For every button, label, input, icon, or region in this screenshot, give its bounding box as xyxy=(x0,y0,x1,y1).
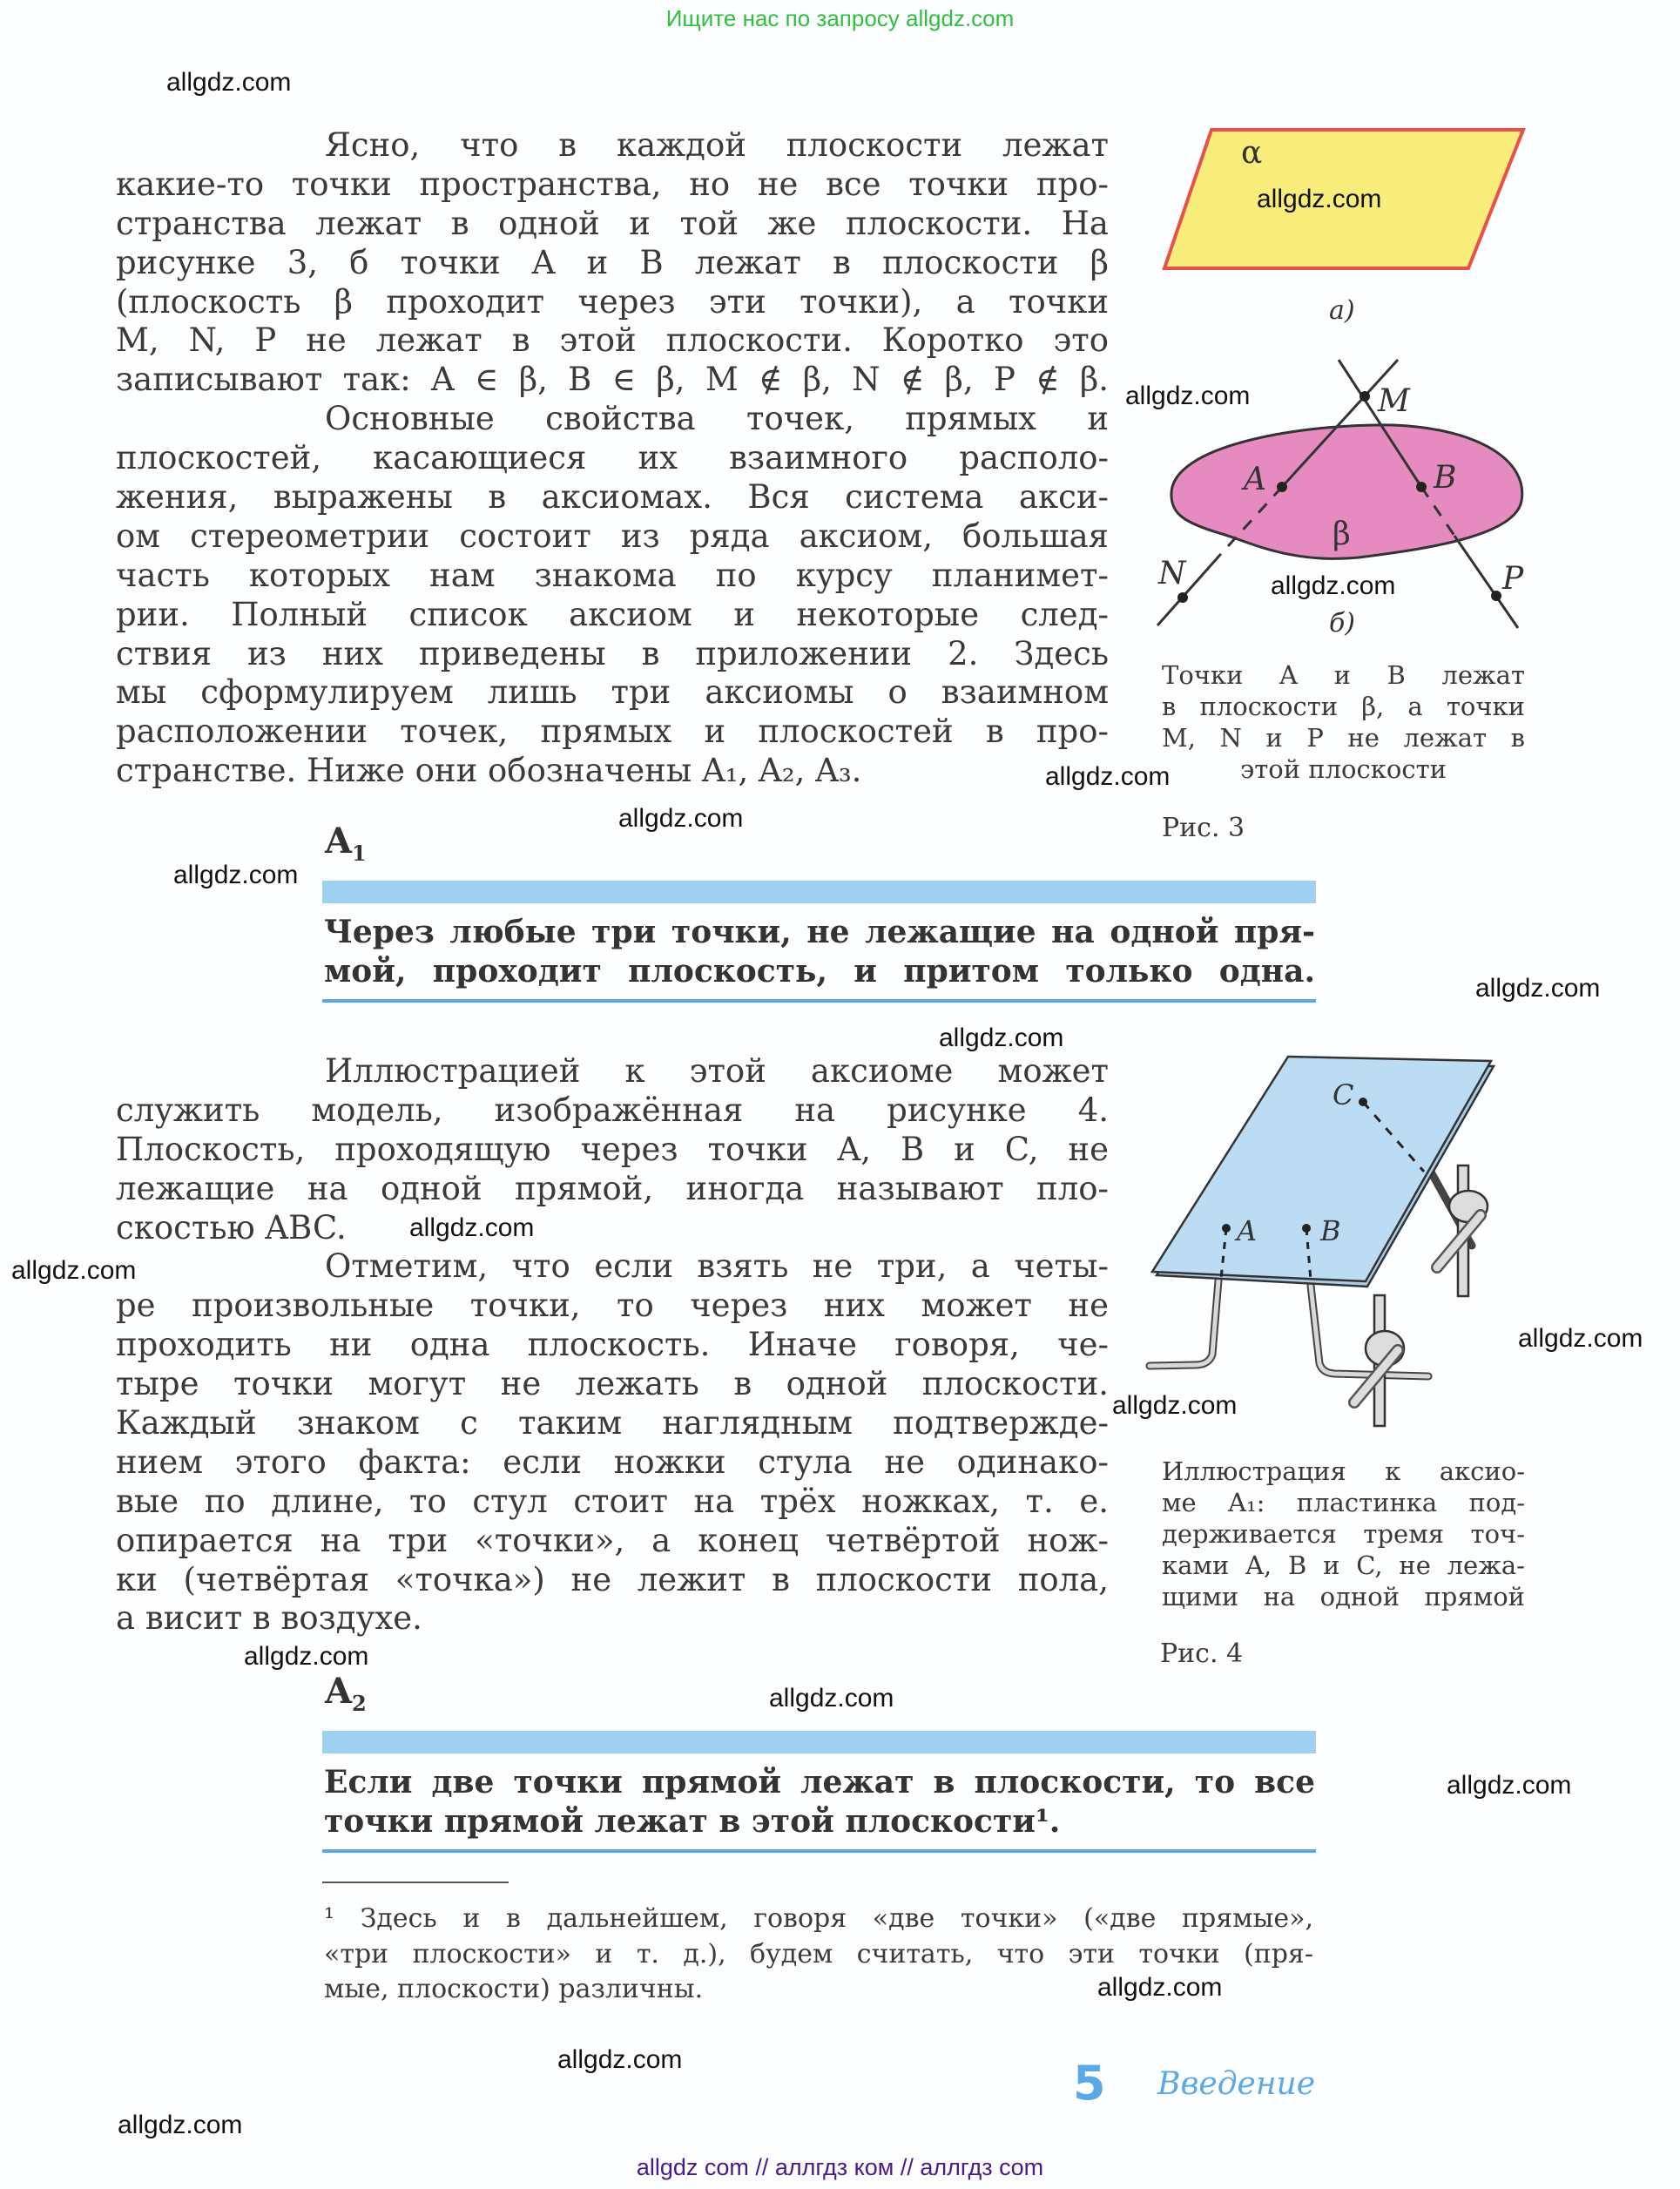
text-line: какие-то точки пространства, но не все точки про- xyxy=(116,165,1109,203)
axiom-label-index: 2 xyxy=(352,1691,367,1716)
axiom-label-letter: A xyxy=(325,821,353,861)
caption-line: щими на одной прямой xyxy=(1162,1582,1525,1611)
watermark-text: allgdz.com xyxy=(1045,762,1171,791)
text-line: жения, выражены в аксиомах. Вся система акси- xyxy=(116,478,1109,517)
watermark-text: allgdz.com xyxy=(173,861,299,889)
text-line: тыре точки могут не лежать в одной плоскости. xyxy=(116,1365,1109,1403)
paragraph-2 xyxy=(116,1052,1109,1638)
page-number: 5 xyxy=(1073,2056,1106,2111)
point-b xyxy=(1302,1224,1311,1233)
watermark-text: allgdz.com xyxy=(166,68,292,97)
text-line: ре произвольные точки, то через них может не xyxy=(116,1287,1109,1325)
figure-3-label: Рис. 3 xyxy=(1162,813,1245,843)
axiom-2-bar xyxy=(322,1731,1316,1753)
watermark-text: allgdz.com xyxy=(1097,1973,1223,2002)
footnote-line: ¹ Здесь и в дальнейшем, говоря «две точки» («две прямые», xyxy=(324,1903,1313,1934)
text-line: странства лежат в одной и той же плоскости. На xyxy=(116,204,1109,242)
point-a xyxy=(1277,482,1287,492)
axiom-1-text xyxy=(324,913,1315,991)
point-b xyxy=(1416,482,1427,492)
watermark-text: allgdz.com xyxy=(1271,571,1396,600)
text-line: лежащие на одной прямой, иногда называют пло- xyxy=(116,1169,1109,1207)
caption-line: держивается тремя точ- xyxy=(1162,1519,1525,1549)
text-line: проходить ни одна плоскость. Иначе говоря, че- xyxy=(116,1326,1109,1364)
label-a: A xyxy=(1237,1214,1258,1247)
bottom-banner[interactable]: allgdz com // аллгдз ком // аллгдз com xyxy=(636,2154,1044,2180)
label-b: B xyxy=(1434,460,1457,496)
text-line: нием этого факта: если ножки стула не одинако- xyxy=(116,1442,1109,1481)
text-line: записывают так: A ∈ β, B ∈ β, M ∉ β, N ∉ β, P ∉ β. xyxy=(116,361,1109,399)
watermark-text: allgdz.com xyxy=(1475,974,1601,1003)
label-a: A xyxy=(1244,462,1266,497)
watermark-text: allgdz.com xyxy=(939,1024,1064,1052)
label-n: N xyxy=(1158,556,1186,591)
axiom-text-line: мой, проходит плоскость, и притом только одна. xyxy=(324,952,1315,990)
axiom-1-underline xyxy=(322,999,1316,1003)
text-line: плоскостей, касающиеся их взаимного располо- xyxy=(116,439,1109,477)
clamp-lower xyxy=(1354,1295,1404,1426)
watermark-text: allgdz.com xyxy=(1518,1324,1643,1353)
text-line: ом стереометрии состоит из ряда аксиом, большая xyxy=(116,517,1109,555)
axiom-label-letter: A xyxy=(325,1671,353,1712)
axiom-2-text xyxy=(324,1763,1315,1841)
subfigure-a-label: а) xyxy=(1329,295,1355,326)
text-line: Основные свойства точек, прямых и xyxy=(325,400,1109,438)
text-line: странстве. Ниже они обозначены A₁, A₂, A₃. xyxy=(116,752,862,790)
axiom-text-line: Если две точки прямой лежат в плоскости, то все xyxy=(324,1764,1315,1801)
watermark-text: allgdz.com xyxy=(1257,185,1382,213)
point-p xyxy=(1491,591,1501,601)
watermark-text: allgdz.com xyxy=(1112,1391,1238,1420)
caption-line: этой плоскости xyxy=(1240,754,1447,784)
text-line: вые по длине, то стул стоит на трёх ножках, т. е. xyxy=(116,1482,1109,1520)
figure-4-caption xyxy=(1162,1456,1525,1612)
label-b: B xyxy=(1320,1214,1341,1247)
text-line: (плоскость β проходит через эти точки), а точки xyxy=(116,282,1109,321)
paragraph-1 xyxy=(116,126,1109,791)
caption-line: M, N и P не лежат в xyxy=(1162,723,1525,753)
text-line: Плоскость, проходящую через точки A, B и C, не xyxy=(116,1130,1109,1168)
footnote-rule xyxy=(322,1882,509,1883)
text-line: часть которых нам знакома по курсу планимет- xyxy=(116,556,1109,594)
caption-line: ками A, B и C, не лежа- xyxy=(1162,1551,1525,1580)
caption-line: Иллюстрация к аксио- xyxy=(1162,1456,1525,1486)
footnote-line: мые, плоскости) различны. xyxy=(324,1974,704,2004)
axiom-label-index: 1 xyxy=(352,841,367,866)
text-line: рисунке 3, б точки A и B лежат в плоскости β xyxy=(116,243,1109,281)
caption-line: ме A₁: пластинка под- xyxy=(1162,1488,1525,1517)
text-line: скостью ABC. xyxy=(116,1208,347,1247)
clamp-upper xyxy=(1437,1165,1488,1296)
text-line: мы сформулируем лишь три аксиомы о взаимном xyxy=(116,673,1109,712)
text-line: расположении точек, прямых и плоскостей в про- xyxy=(116,713,1109,751)
watermark-text: allgdz.com xyxy=(557,2045,683,2074)
axiom-2-label xyxy=(325,1671,367,1716)
axiom-1-bar xyxy=(322,881,1316,903)
caption-line: Точки A и B лежат xyxy=(1162,660,1525,690)
watermark-text: allgdz.com xyxy=(769,1684,894,1713)
section-title: Введение xyxy=(1157,2066,1316,2102)
text-line: служить модель, изображённая на рисунке 4. xyxy=(116,1091,1109,1129)
caption-line: в плоскости β, а точки xyxy=(1162,692,1525,721)
point-c xyxy=(1359,1098,1367,1106)
watermark-text: allgdz.com xyxy=(118,2111,243,2139)
watermark-text: allgdz.com xyxy=(1125,382,1251,410)
text-line: опирается на три «точки», а конец четвёртой нож- xyxy=(116,1521,1109,1559)
text-line: Иллюстрацией к этой аксиоме может xyxy=(325,1052,1109,1090)
point-m xyxy=(1360,391,1370,402)
axiom-text-line: точки прямой лежат в этой плоскости¹. xyxy=(324,1802,1061,1840)
text-line: ствия из них приведены в приложении 2. Здесь xyxy=(116,634,1109,672)
top-banner[interactable]: Ищите нас по запросу allgdz.com xyxy=(665,5,1015,31)
figure-4 xyxy=(1132,1037,1550,1437)
figure-3-caption xyxy=(1162,659,1525,785)
text-line: Отметим, что если взять не три, а четы- xyxy=(325,1247,1109,1286)
watermark-text: allgdz.com xyxy=(409,1213,535,1242)
alpha-label: α xyxy=(1241,135,1263,171)
point-n xyxy=(1177,592,1188,603)
point-a xyxy=(1222,1224,1231,1233)
watermark-text: allgdz.com xyxy=(1447,1771,1572,1800)
subfigure-b-label: б) xyxy=(1329,608,1356,638)
text-line: Ясно, что в каждой плоскости лежат xyxy=(325,126,1109,164)
text-line: Каждый знаком с таким наглядным подтвержде- xyxy=(116,1404,1109,1442)
figure-4-label: Рис. 4 xyxy=(1160,1638,1244,1669)
label-c: C xyxy=(1333,1078,1354,1111)
text-line: рии. Полный список аксиом и некоторые след- xyxy=(116,595,1109,633)
watermark-text: allgdz.com xyxy=(11,1256,137,1285)
label-p: P xyxy=(1502,561,1524,597)
footnote-line: «три плоскости» и т. д.), будем считать, что эти точки (пря- xyxy=(324,1938,1313,1969)
axiom-2-underline xyxy=(322,1849,1316,1853)
watermark-text: allgdz.com xyxy=(244,1642,369,1671)
axiom-1-label xyxy=(325,821,367,866)
watermark-text: allgdz.com xyxy=(618,804,744,833)
text-line: а висит в воздухе. xyxy=(116,1599,422,1638)
label-beta: β xyxy=(1333,517,1351,552)
label-m: M xyxy=(1378,383,1410,419)
axiom-text-line: Через любые три точки, не лежащие на одной пря- xyxy=(324,914,1315,950)
text-line: M, N, P не лежат в этой плоскости. Коротко это xyxy=(116,321,1109,360)
text-line: ки (четвёртая «точка») не лежит в плоскости пола, xyxy=(116,1560,1109,1598)
